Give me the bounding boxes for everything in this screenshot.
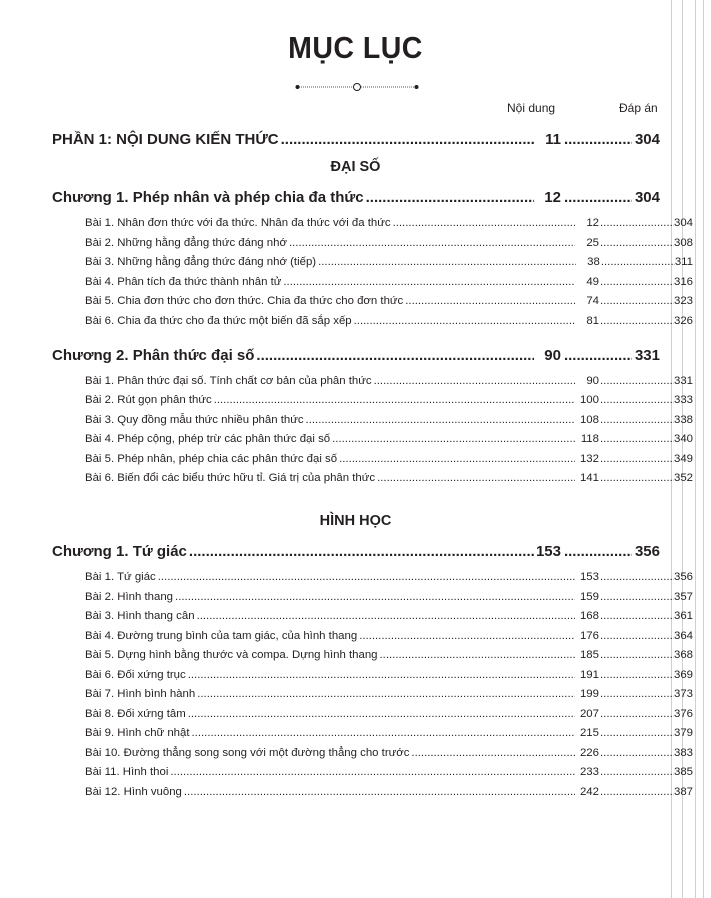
lesson-entry[interactable]: [52, 292, 693, 312]
dot-leader: [332, 430, 575, 450]
page-number: 242: [579, 785, 599, 798]
dot-leader: [600, 568, 674, 588]
lesson-entry[interactable]: [52, 705, 693, 725]
page-number: 100: [579, 394, 599, 406]
entry-label: Bài 2. Rút gọn phân thức: [85, 394, 212, 406]
lesson-entry[interactable]: [52, 411, 693, 431]
column-header-answer: Đáp án: [619, 101, 658, 115]
page-edge-line: [695, 0, 696, 898]
lesson-entry[interactable]: [52, 763, 693, 783]
lesson-entry[interactable]: [52, 685, 693, 705]
dot-leader: [256, 341, 534, 370]
chapter-entry[interactable]: [52, 537, 660, 566]
answer-page-number: 387: [673, 785, 693, 798]
lesson-entry[interactable]: [52, 234, 693, 254]
dot-leader: [601, 253, 675, 273]
dot-leader: [374, 372, 575, 392]
dot-leader: [214, 391, 575, 411]
page-number: 74: [586, 295, 599, 307]
answer-page-number: 331: [634, 346, 660, 364]
page-number: 159: [579, 590, 599, 603]
dot-leader: [192, 724, 575, 744]
dot-leader: [600, 627, 674, 647]
answer-page-number: 379: [673, 727, 693, 739]
lesson-entry[interactable]: [52, 469, 693, 489]
dot-leader: [339, 450, 575, 470]
answer-page-number: 338: [673, 413, 693, 426]
dot-leader: [600, 744, 674, 764]
entry-label: Chương 1. Phép nhân và phép chia đa thức: [52, 189, 364, 206]
entry-label: Bài 1. Phân thức đại số. Tính chất cơ bản của phân thức: [85, 374, 372, 387]
dot-leader: [600, 646, 674, 666]
answer-page-number: 383: [673, 746, 693, 759]
dot-leader: [600, 430, 674, 450]
page-number: 132: [579, 452, 599, 465]
part-entry[interactable]: [52, 125, 660, 154]
entry-label: Bài 4. Đường trung bình của tam giác, của hình thang: [85, 629, 358, 642]
dot-leader: [197, 607, 575, 627]
entry-label: Bài 6. Chia đa thức cho đa thức một biến đã sắp xếp: [85, 314, 352, 327]
page-number: 168: [579, 610, 599, 622]
dot-leader: [600, 391, 674, 411]
dot-leader: [411, 744, 575, 764]
lesson-entry[interactable]: [52, 372, 693, 392]
answer-page-number: 369: [673, 668, 693, 681]
entry-label: Bài 4. Phân tích đa thức thành nhân tử: [85, 275, 282, 288]
entry-label: PHẦN 1: NỘI DUNG KIẾN THỨC: [52, 131, 279, 148]
answer-page-number: 373: [673, 688, 693, 700]
entry-label: Bài 3. Quy đồng mẫu thức nhiều phân thức: [85, 413, 304, 426]
entry-label: Bài 3. Những hằng đẳng thức đáng nhớ (tiếp): [85, 256, 317, 268]
answer-page-number: 349: [673, 452, 693, 465]
entry-label: Bài 4. Phép cộng, phép trừ các phân thức đại số: [85, 433, 331, 445]
dot-leader: [189, 537, 534, 566]
answer-page-number: 308: [673, 236, 693, 249]
page-number: 191: [579, 668, 599, 681]
dot-leader: [564, 537, 632, 566]
page-number: 141: [579, 472, 599, 484]
page-number: 185: [579, 649, 599, 661]
dot-leader: [600, 411, 674, 431]
page-edge-line: [703, 0, 704, 898]
entry-label: Bài 6. Biến đổi các biểu thức hữu tỉ. Giá trị của phân thức: [85, 472, 376, 484]
answer-page-number: 361: [673, 610, 693, 622]
dot-leader: [600, 685, 674, 705]
lesson-entry[interactable]: [52, 783, 693, 803]
answer-page-number: 304: [673, 217, 693, 229]
answer-page-number: 316: [673, 275, 693, 288]
dot-leader: [600, 705, 674, 725]
dot-leader: [600, 469, 674, 489]
page-number: 207: [579, 707, 599, 720]
page-number: 49: [586, 275, 599, 288]
section-heading: HÌNH HỌC: [319, 513, 392, 529]
page-number: 81: [586, 314, 599, 327]
dot-leader: [600, 292, 674, 312]
entry-label: Bài 6. Đối xứng trục: [85, 668, 186, 681]
lesson-entry[interactable]: [52, 312, 693, 332]
dot-leader: [158, 568, 575, 588]
entry-label: Bài 7. Hình bình hành: [85, 688, 196, 700]
dot-leader: [188, 705, 575, 725]
page-number: 12: [586, 217, 599, 229]
answer-page-number: 304: [634, 189, 660, 206]
page-number: 118: [580, 433, 599, 445]
title-ornament: [295, 82, 419, 92]
chapter-entry[interactable]: [52, 341, 660, 370]
entry-label: Bài 11. Hình thoi: [85, 766, 169, 778]
entry-label: Bài 12. Hình vuông: [85, 785, 182, 798]
section-heading: ĐẠI SỐ: [330, 159, 381, 175]
dot-leader: [170, 763, 575, 783]
page-number: 12: [544, 189, 561, 206]
dot-leader: [600, 372, 674, 392]
lesson-entry[interactable]: [52, 724, 693, 744]
dot-leader: [564, 341, 632, 370]
dot-leader: [359, 627, 575, 647]
dot-leader: [306, 411, 575, 431]
entry-label: Bài 5. Phép nhân, phép chia các phân thức đại số: [85, 452, 338, 465]
dot-leader: [380, 646, 575, 666]
lesson-entry[interactable]: [52, 627, 693, 647]
answer-page-number: 364: [673, 629, 693, 642]
entry-label: Chương 2. Phân thức đại số: [52, 346, 255, 364]
page-number: 38: [587, 256, 600, 268]
dot-leader: [283, 273, 575, 293]
dot-leader: [564, 183, 632, 212]
dot-leader: [281, 125, 534, 154]
lesson-entry[interactable]: [52, 450, 693, 470]
dot-leader: [318, 253, 576, 273]
entry-label: Bài 8. Đối xứng tâm: [85, 707, 186, 720]
dot-leader: [564, 125, 632, 154]
lesson-entry[interactable]: [52, 607, 693, 627]
dot-leader: [600, 724, 674, 744]
entry-label: Bài 2. Những hằng đẳng thức đáng nhớ: [85, 236, 287, 249]
page-number: 90: [544, 346, 561, 364]
entry-label: Bài 1. Nhân đơn thức với đa thức. Nhân đa thức với đa thức: [85, 217, 391, 229]
entry-label: Bài 3. Hình thang cân: [85, 610, 195, 622]
dot-leader: [289, 234, 575, 254]
answer-page-number: 326: [673, 314, 693, 327]
answer-page-number: 340: [673, 433, 693, 445]
dot-leader: [175, 588, 575, 608]
answer-page-number: 357: [673, 590, 693, 603]
dot-leader: [377, 469, 575, 489]
lesson-entry[interactable]: [52, 666, 693, 686]
dot-leader: [600, 450, 674, 470]
column-header-content: Nội dung: [507, 101, 556, 115]
dot-leader: [600, 607, 674, 627]
chapter-entry[interactable]: [52, 183, 660, 212]
dot-leader: [600, 666, 674, 686]
dot-leader: [600, 214, 674, 234]
dot-leader: [600, 234, 674, 254]
dot-leader: [184, 783, 575, 803]
lesson-entry[interactable]: [52, 646, 693, 666]
answer-page-number: 304: [634, 131, 660, 148]
dot-leader: [600, 763, 674, 783]
entry-label: Bài 5. Chia đơn thức cho đơn thức. Chia đa thức cho đơn thức: [85, 295, 404, 307]
answer-page-number: 368: [673, 649, 693, 661]
lesson-entry[interactable]: [52, 214, 693, 234]
answer-page-number: 331: [673, 374, 693, 387]
page-number: 11: [545, 131, 561, 148]
lesson-entry[interactable]: [52, 273, 693, 293]
answer-page-number: 323: [673, 295, 693, 307]
dot-leader: [600, 588, 674, 608]
lesson-entry[interactable]: [52, 430, 693, 450]
dot-leader: [600, 312, 674, 332]
answer-page-number: 376: [673, 707, 693, 720]
entry-label: Chương 1. Tứ giác: [52, 543, 187, 560]
answer-page-number: 311: [674, 256, 693, 268]
answer-page-number: 385: [673, 766, 693, 778]
entry-label: Bài 9. Hình chữ nhật: [85, 727, 190, 739]
page-number: 215: [579, 727, 599, 739]
page-number: 153: [535, 543, 561, 560]
dot-leader: [197, 685, 575, 705]
dot-leader: [366, 183, 534, 212]
lesson-entry[interactable]: [52, 253, 693, 273]
entry-label: Bài 2. Hình thang: [85, 590, 174, 603]
answer-page-number: 356: [673, 571, 693, 583]
page-number: 176: [579, 629, 599, 642]
page-title: MỤC LỤC: [288, 30, 423, 65]
dot-leader: [393, 214, 575, 234]
answer-page-number: 356: [634, 543, 660, 560]
answer-page-number: 333: [673, 394, 693, 406]
entry-label: Bài 10. Đường thẳng song song với một đường thẳng cho trước: [85, 746, 410, 759]
entry-label: Bài 5. Dựng hình bằng thước và compa. Dựng hình thang: [85, 649, 378, 661]
page-number: 108: [579, 413, 599, 426]
page-number: 233: [579, 766, 599, 778]
lesson-entry[interactable]: [52, 568, 693, 588]
dot-leader: [600, 273, 674, 293]
page-number: 153: [579, 571, 599, 583]
dot-leader: [354, 312, 575, 332]
page-number: 25: [586, 236, 599, 249]
page-number: 90: [586, 374, 599, 387]
entry-label: Bài 1. Tứ giác: [85, 571, 156, 583]
dot-leader: [188, 666, 575, 686]
answer-page-number: 352: [673, 472, 693, 484]
lesson-entry[interactable]: [52, 588, 693, 608]
dot-leader: [405, 292, 575, 312]
page-number: 199: [579, 688, 599, 700]
dot-leader: [600, 783, 674, 803]
lesson-entry[interactable]: [52, 391, 693, 411]
lesson-entry[interactable]: [52, 744, 693, 764]
page-number: 226: [579, 746, 599, 759]
